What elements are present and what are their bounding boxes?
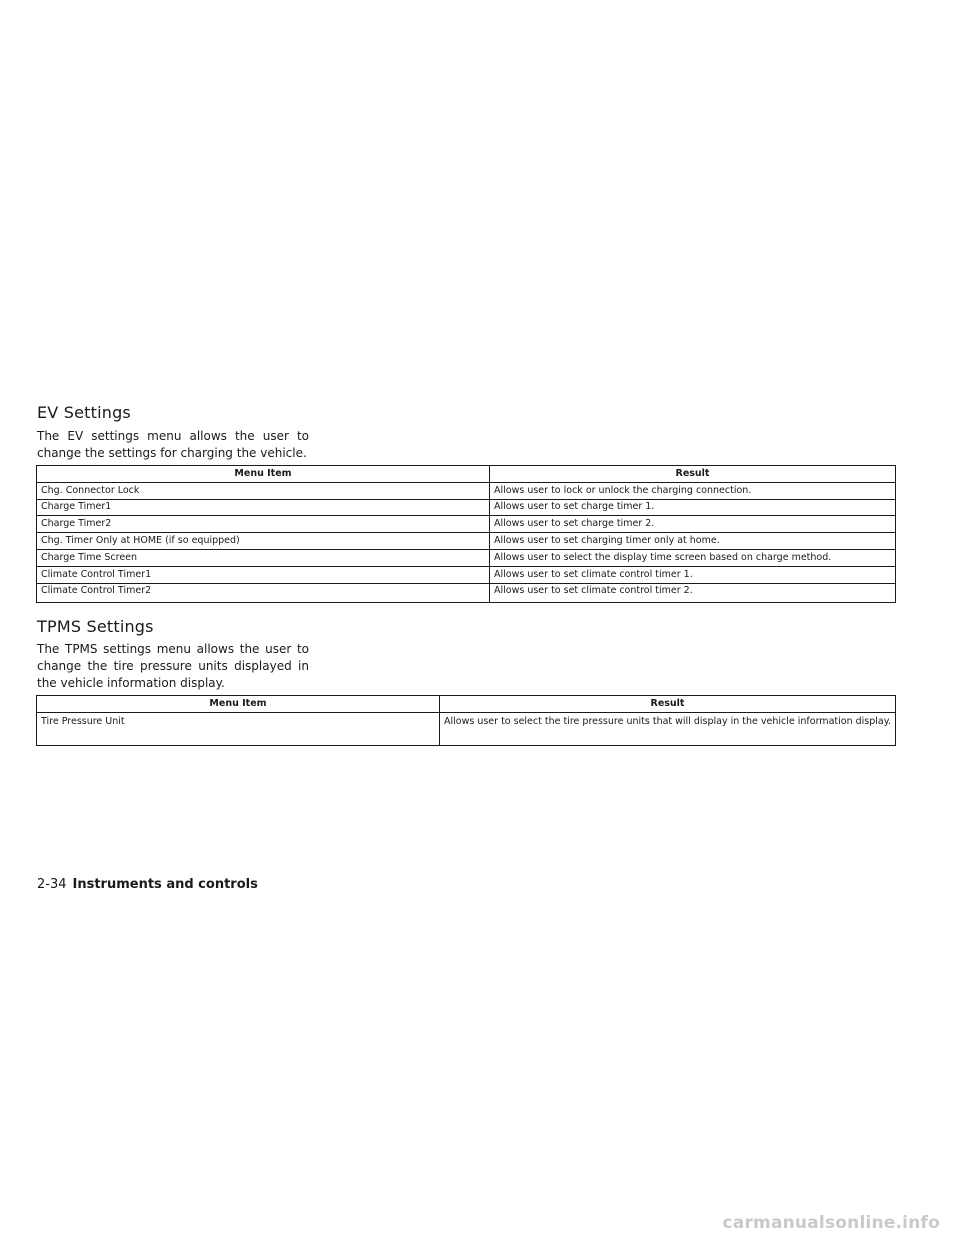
chapter-title: Instruments and controls [72, 877, 258, 892]
table-row [37, 516, 896, 533]
ev-settings-intro: The EV settings menu allows the user to change the settings for charging the vehicle. [37, 429, 309, 460]
site-watermark: carmanualsonline.info [722, 1213, 940, 1233]
menu-item-cell: Charge Timer1 [37, 499, 490, 516]
table-row [37, 499, 896, 516]
result-cell: Allows user to select the display time screen based on charge method. [490, 549, 896, 566]
table-row [37, 533, 896, 550]
result-cell: Allows user to set climate control timer 2. [490, 583, 896, 603]
result-cell: Allows user to set climate control timer 1. [490, 566, 896, 583]
menu-item-cell: Tire Pressure Unit [37, 712, 440, 745]
result-cell: Allows user to set charging timer only at home. [490, 533, 896, 550]
page-number: 2-34 [37, 877, 67, 892]
table-row [37, 482, 896, 499]
column-header-result: Result [490, 466, 896, 483]
column-header-menu-item: Menu Item [37, 466, 490, 483]
page-footer [37, 877, 258, 892]
table-header-row [37, 466, 896, 483]
table-row [37, 549, 896, 566]
result-cell: Allows user to set charge timer 1. [490, 499, 896, 516]
table-header-row [37, 696, 896, 713]
table-row [37, 566, 896, 583]
column-header-result: Result [440, 696, 896, 713]
ev-settings-heading: EV Settings [37, 403, 131, 422]
column-header-menu-item: Menu Item [37, 696, 440, 713]
result-cell: Allows user to select the tire pressure units that will display in the vehicle information display. [440, 712, 896, 745]
menu-item-cell: Climate Control Timer1 [37, 566, 490, 583]
ev-settings-table [36, 465, 896, 603]
table-row [37, 712, 896, 745]
menu-item-cell: Charge Timer2 [37, 516, 490, 533]
table-row [37, 583, 896, 603]
result-cell: Allows user to set charge timer 2. [490, 516, 896, 533]
menu-item-cell: Charge Time Screen [37, 549, 490, 566]
tpms-settings-heading: TPMS Settings [37, 617, 154, 636]
tpms-settings-table [36, 695, 896, 746]
menu-item-cell: Chg. Timer Only at HOME (if so equipped) [37, 533, 490, 550]
result-cell: Allows user to lock or unlock the charging connection. [490, 482, 896, 499]
tpms-settings-intro: The TPMS settings menu allows the user to change the tire pressure units displayed in the vehicle information display. [37, 642, 309, 690]
menu-item-cell: Climate Control Timer2 [37, 583, 490, 603]
menu-item-cell: Chg. Connector Lock [37, 482, 490, 499]
